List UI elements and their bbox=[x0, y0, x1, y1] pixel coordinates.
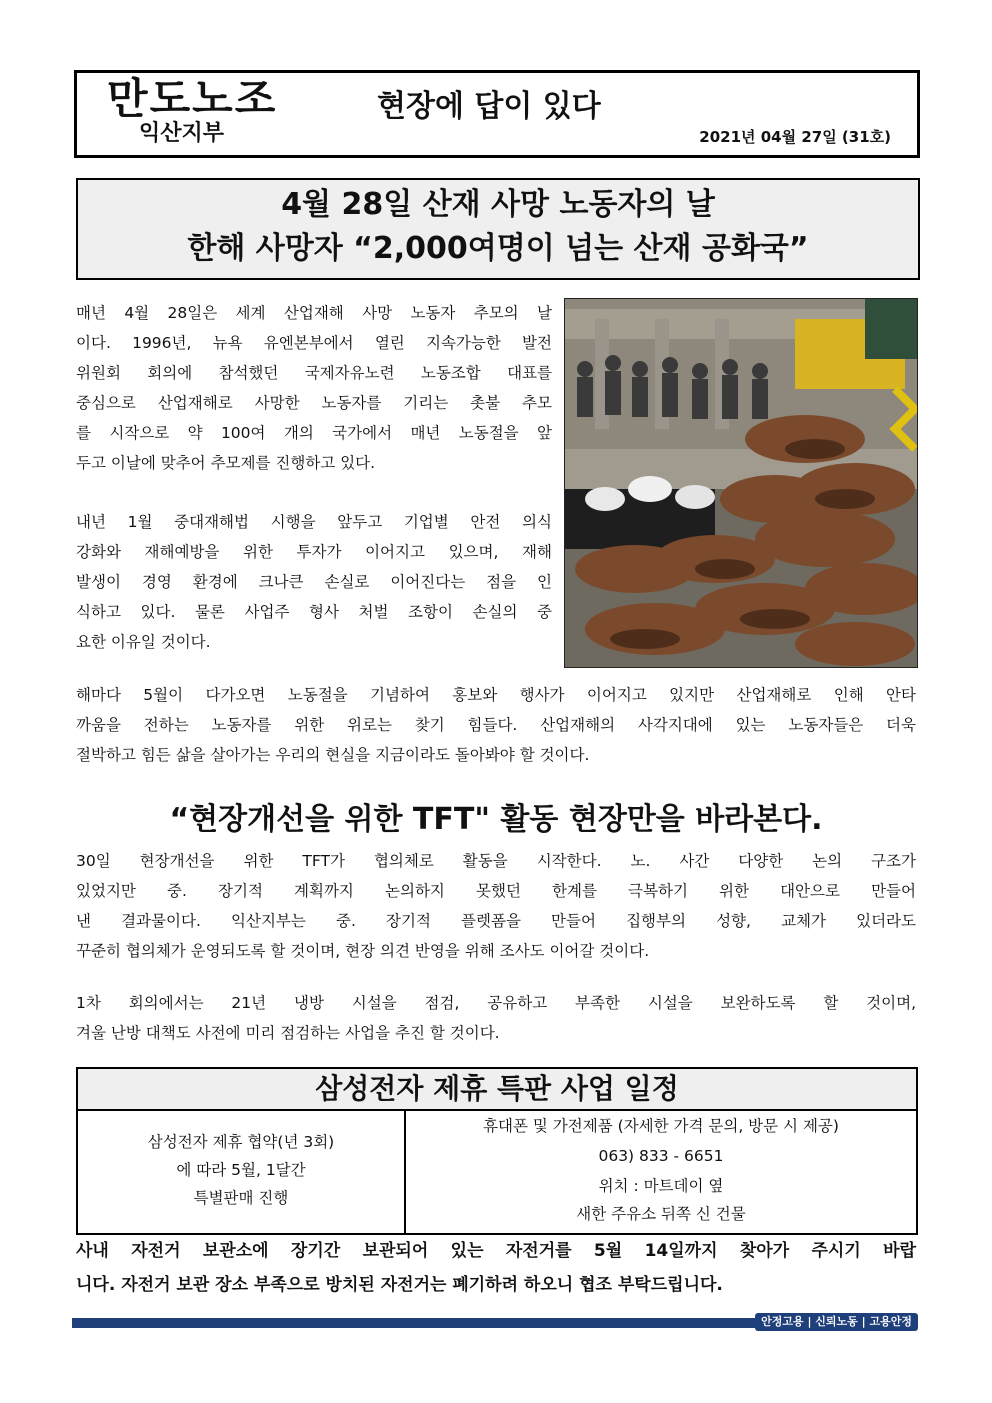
text-line: 낸 결과물이다. 익산지부는 중. 장기적 플렛폼을 만들어 집행부의 성향, 교체가 있더라도 bbox=[76, 912, 916, 930]
headline-line-2: 한해 사망자 “2,000여명이 넘는 산재 공화국” bbox=[187, 231, 809, 266]
schedule-right-cell bbox=[406, 1111, 916, 1233]
text-line: 위원회 회의에 참석했던 국제자유노련 노동조합 대표를 bbox=[76, 364, 552, 382]
article2-paragraph-2 bbox=[76, 988, 916, 1048]
schedule-box bbox=[76, 1067, 918, 1235]
text-line: 꾸준히 협의체가 운영되도록 할 것이며, 현장 의견 반영을 위해 조사도 이어갈 것이다. bbox=[76, 942, 650, 960]
schedule-right-line: 새한 주유소 뒤쪽 신 건물 bbox=[576, 1205, 746, 1223]
text-line: 까움을 전하는 노동자를 위한 위로는 찾기 힘들다. 산업재해의 사각지대에 있는 노동자들은 더욱 bbox=[76, 716, 916, 734]
text-line: 겨울 난방 대책도 사전에 미리 점검하는 사업을 추진 할 것이다. bbox=[76, 1024, 500, 1042]
bicycle-notice bbox=[76, 1234, 916, 1302]
footer-slogan: 안정고용 | 신뢰노동 | 고용안정 bbox=[755, 1313, 918, 1331]
text-line: 절박하고 힘든 삶을 살아가는 우리의 현실을 지금이라도 돌아봐야 할 것이다. bbox=[76, 746, 590, 764]
schedule-title: 삼성전자 제휴 특판 사업 일정 bbox=[78, 1069, 916, 1111]
notice-line: 니다. 자전거 보관 장소 부족으로 방치된 자전거는 폐기하려 하오니 협조 부탁드립니다. bbox=[76, 1275, 723, 1295]
text-line: 30일 현장개선을 위한 TFT가 협의체로 활동을 시작한다. 노. 사간 다양한 논의 구조가 bbox=[76, 852, 916, 870]
notice-line: 사내 자전거 보관소에 장기간 보관되어 있는 자전거를 5월 14일까지 찾아가 주시기 바랍 bbox=[76, 1241, 916, 1261]
text-line: 식하고 있다. 물론 사업주 형사 처벌 조항이 손실의 중 bbox=[76, 603, 552, 621]
slogan: 현장에 답이 있다 bbox=[377, 89, 601, 124]
schedule-phone: 063) 833 - 6651 bbox=[598, 1147, 724, 1165]
text-line: 해마다 5월이 다가오면 노동절을 기념하여 홍보와 행사가 이어지고 있지만 산업재해로 인해 안타 bbox=[76, 686, 916, 704]
issue-date: 2021년 04월 27일 (31호) bbox=[699, 128, 891, 146]
text-line: 있었지만 중. 장기적 계획까지 논의하지 못했던 한계를 극복하기 위한 대안으로 만들어 bbox=[76, 882, 916, 900]
article2-paragraph-1 bbox=[76, 846, 916, 966]
headline-line-1: 4월 28일 산재 사망 노동자의 날 bbox=[281, 187, 715, 222]
text-line: 를 시작으로 약 100여 개의 국가에서 매년 노동절을 앞 bbox=[76, 424, 552, 442]
schedule-left-line: 특별판매 진행 bbox=[193, 1189, 289, 1207]
article1-paragraph-3 bbox=[76, 680, 916, 770]
branch-name: 익산지부 bbox=[139, 121, 225, 146]
schedule-location: 위치 : 마트데이 옆 bbox=[598, 1177, 724, 1195]
text-line: 이다. 1996년, 뉴욕 유엔본부에서 열린 지속가능한 발전 bbox=[76, 334, 552, 352]
schedule-left-line: 삼성전자 제휴 협약(년 3회) bbox=[147, 1133, 335, 1151]
text-line: 매년 4월 28일은 세계 산업재해 사망 노동자 추모의 날 bbox=[76, 304, 552, 322]
text-line: 내년 1월 중대재해법 시행을 앞두고 기업별 안전 의식 bbox=[76, 513, 552, 531]
text-line: 요한 이유일 것이다. bbox=[76, 633, 211, 651]
text-line: 중심으로 산업재해로 사망한 노동자를 기리는 촛불 추모 bbox=[76, 394, 552, 412]
text-line: 1차 회의에서는 21년 냉방 시설을 점검, 공유하고 부족한 시설을 보완하도록 할 것이며, bbox=[76, 994, 916, 1012]
schedule-left-line: 에 따라 5월, 1달간 bbox=[176, 1161, 306, 1179]
schedule-left-cell bbox=[78, 1111, 406, 1233]
article2-title: “현장개선을 위한 TFT" 활동 현장만을 바라본다. bbox=[169, 802, 823, 837]
schedule-right-line: 휴대폰 및 가전제품 (자세한 가격 문의, 방문 시 제공) bbox=[483, 1117, 839, 1135]
article1-paragraph-1 bbox=[76, 298, 552, 478]
memorial-boots-photo bbox=[564, 298, 918, 668]
union-name: 만도노조 bbox=[107, 74, 278, 123]
headline-box bbox=[76, 178, 920, 280]
text-line: 강화와 재해예방을 위한 투자가 이어지고 있으며, 재해 bbox=[76, 543, 552, 561]
article1-paragraph-2 bbox=[76, 507, 552, 657]
masthead bbox=[74, 70, 920, 158]
text-line: 두고 이날에 맞추어 추모제를 진행하고 있다. bbox=[76, 454, 376, 472]
text-line: 발생이 경영 환경에 크나큰 손실로 이어진다는 점을 인 bbox=[76, 573, 552, 591]
